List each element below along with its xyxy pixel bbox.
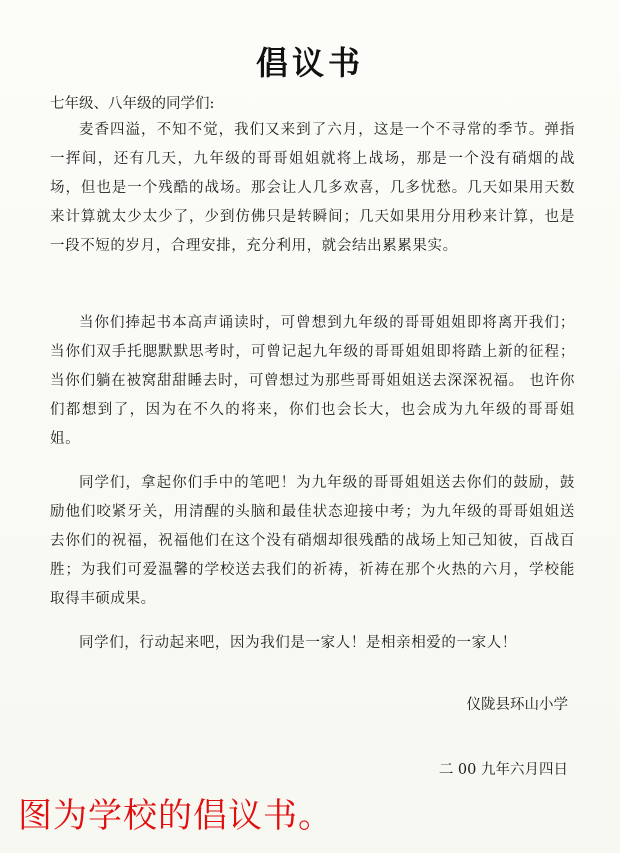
body-paragraph: 同学们，行动起来吧，因为我们是一家人！是相亲相爱的一家人！ (79, 635, 517, 651)
document-title: 倡议书 (255, 44, 364, 82)
image-caption: 图为学校的倡议书。 (18, 796, 333, 836)
body-paragraph: 同学们，拿起你们手中的笔吧！为九年级的哥哥姐姐送去你们的鼓励，鼓励他们咬紧牙关，用清醒的头脑和最佳状态迎接中考；为九年级的哥哥姐姐送去你们的祝福，祝福他们在这个没有硝烟却很残酷的战场上知己知彼，百战百胜；为我们可爱温馨的学校送去我们的祈祷，祈祷在那个火热的六月，学校能取得丰硕成果。 (50, 475, 575, 607)
body-paragraph: 当你们捧起书本高声诵读时，可曾想到九年级的哥哥姐姐即将离开我们；当你们双手托腮默默思考时，可曾记起九年级的哥哥姐姐即将踏上新的征程；当你们躺在被窝甜甜睡去时，可曾想过为那些哥哥姐姐送去深深祝福。 也许你们都想到了，因为在不久的将来，你们也会长大，也会成为九年级的哥哥姐姐。 (50, 315, 575, 447)
salutation: 七年级、八年级的同学们: (50, 96, 215, 112)
body-paragraph: 麦香四溢，不知不觉，我们又来到了六月，这是一个不寻常的季节。弹指一挥间，还有几天，九年级的哥哥姐姐就将上战场，那是一个没有硝烟的战场，但也是一个残酷的战场。那会让人几多欢喜，几多忧愁。几天如果用天数来计算就太少太少了，少到仿佛只是转瞬间；几天如果用分用秒来计算，也是一段不短的岁月，合理安排，充分利用，就会结出累累果实。 (50, 122, 575, 254)
signature-school: 仪陇县环山小学 (466, 697, 568, 713)
signature-date: 二 00 九年六月四日 (438, 762, 568, 778)
